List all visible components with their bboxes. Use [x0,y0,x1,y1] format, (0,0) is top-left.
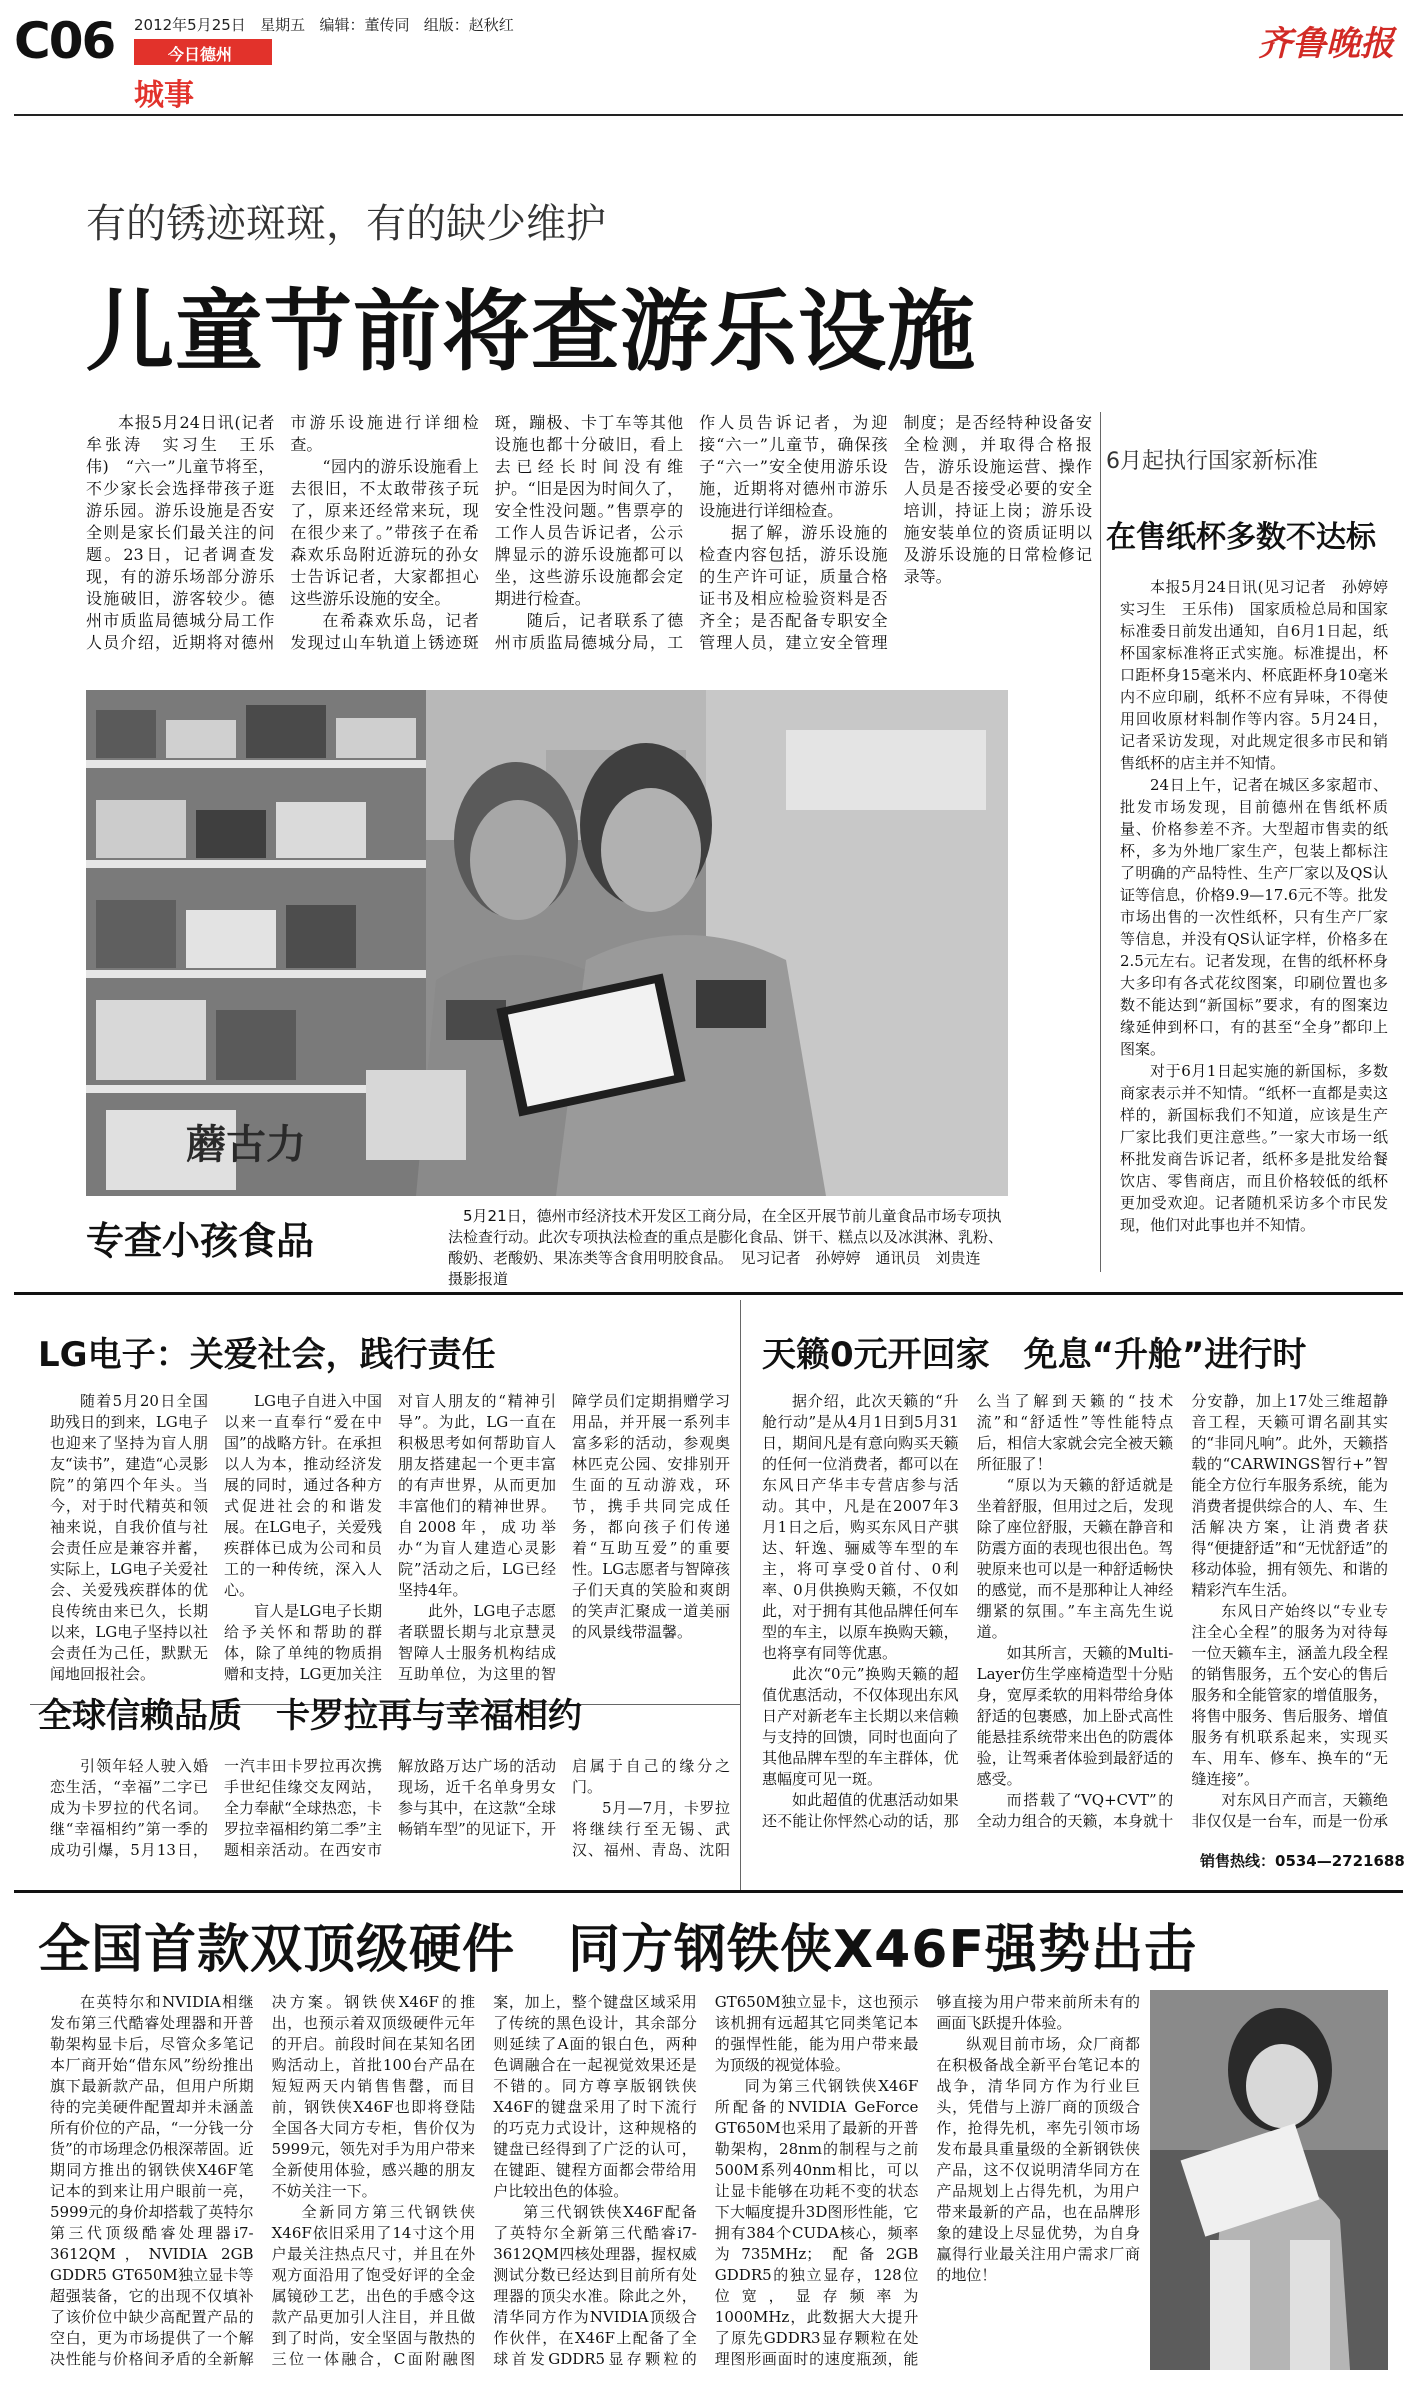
thtf-paragraph: 纵观目前市场，众厂商都在积极备战全新平台笔记本的战争，清华同方作为行业巨头，凭借与上游厂商的顶级合作，抢得先机，率先引领市场发布最具重量级的全新钢铁侠产品，这不仅说明清华同方在产品规划上占得先机，为用户带来最新的产品，也在品牌形象的建设上尽显优势，为自身赢得行业最关注用户需求厂商的地位！ [936,2035,1140,2284]
tianlai-article [762,1391,1388,1839]
tianlai-paragraph: 此次“0元”换购天籁的超值优惠活动，不仅体现出东风日产对新老车主长期以来信赖与支持的回馈，同时也面向了其他品牌车型的车主群体，优惠幅度可见一斑。 [762,1665,959,1788]
section-title: 城事 [134,78,194,113]
lead-article [86,412,1092,674]
tianlai-paragraph: “原以为天籁的舒适就是坐着舒服，但用过之后，发现除了座位舒服，天籁在静音和防震方面的表现也很出色。驾驶原来也可以是一种舒适畅快的感觉，而不是那种让人神经绷紧的氛围。”车主高先生说道。 [976,1476,1174,1641]
tianlai-paragraph: 东风日产始终以“专业专注全心全程”的服务为对待每一位天籁车主，涵盖九段全程的销售服务，五个安心的售后服务和全能管家的增值服务，将售中服务、售后服务、增值服务有机联系起来，实现买车、用车、修车、换车的“无缝连接”。 [1191,1602,1388,1788]
editor-credit: 编辑：董传同 [319,16,410,34]
layout-credit: 组版：赵秋红 [423,16,514,34]
tianlai-paragraph: 对东风日产而言，天籁绝非仅仅是一台车，而是一份承 [1191,1791,1388,1830]
side-paragraph: 对于6月1日起实施的新国标，多数商家表示并不知情。“纸杯一直都是卖这样的，新国标我们不知道，应该是生产厂家比我们更注意些。”一家大市场一纸杯批发商告诉记者，纸杯多是批发给餐饮店、零售商店，而且价格较低的纸杯更加受欢迎。记者随机采访多个市民发现，他们对此事也并不知情。 [1120,1062,1388,1234]
tianlai-hotline: 销售热线：0534—2721688 [1200,1852,1405,1870]
page-number: C06 [14,12,115,70]
lead-headline: 儿童节前将查游乐设施 [86,280,977,383]
lead-paragraph: 随后，记者联系了德州市质监局德城分局，工作人员告诉记者，为迎接“六一”儿童节，确保孩子“六一”安全使用游乐设施，近期将对德州市游乐设施进行详细检查。 [494,413,888,652]
corolla-paragraph: 5月—7月，卡罗拉将继续行至无锡、武汉、福州、青岛、沈阳 [572,1799,730,1859]
lg-paragraph: 盲人是LG电子长期给予关怀和帮助的群体，除了单纯的物质捐赠和支持，LG更加关注对盲人朋友的“精神引导”。为此，LG一直在积极思考如何帮助盲人朋友搭建起一个更丰富的有声世界，从而更加丰富他们的精神世界。自2008年，成功举办“为盲人建造心灵影院”活动之后，LG已经坚持4年。 [224,1392,556,1683]
newspaper-logo: 齐鲁晚报 [1258,24,1394,64]
corolla-headline: 全球信赖品质 卡罗拉再与幸福相约 [38,1696,582,1736]
masthead-rule [14,114,1403,116]
corolla-paragraph: 引领年轻人驶入婚恋生活，“幸福”二字已成为卡罗拉的代名词。继“幸福相约”第一季的成功引爆，5月13日，一汽丰田卡罗拉再次携手世纪佳缘交友网站，全力奉献“全球热恋，卡罗拉幸福相约第二季”主题相亲活动。在西安市解放路万达广场的活动现场，近千名单身男女参与其中，在这款“全球畅销车型”的见证下，开启属于自己的缘分之门。 [50,1757,730,1859]
tianlai-paragraph: 而搭载了“VQ+CVT”的全动力组合的天籁，本身就十分安静，加上17处三维超静音工程，天籁可谓名副其实的“非同凡响”。此外，天籁搭载的“CARWINGS智行+”智能全方位行车服务系统，能为消费者提供综合的人、车、生活解决方案，让消费者获得“便捷舒适”和“无忧舒适”的移动体验，拥有领先、和谐的精彩汽车生活。 [976,1392,1388,1830]
lg-article [50,1391,730,1699]
lead-kicker: 有的锈迹斑斑，有的缺少维护 [86,201,606,247]
tianlai-paragraph: 如其所言，天籁的Multi-Layer仿生学座椅造型十分贴身，宽厚柔软的用料带给身体舒适的包裹感，加上卧式高性能悬挂系统带来出色的防震体验，让驾乘者体验到最舒适的感受。 [976,1644,1174,1788]
lead-paragraph: 在希森欢乐岛，记者发现过山车轨道上锈迹斑斑，蹦极、卡丁车等其他设施也都十分破旧，看上去已经长时间没有维护。“旧是因为时间久了，安全性没问题。”售票亭的工作人员告诉记者，公示牌显示的游乐设施都可以坐，这些游乐设施都会定期进行检查。 [290,413,684,652]
issue-date: 2012年5月25日 [134,16,246,34]
issue-weekday: 星期五 [260,16,306,34]
corolla-article [50,1756,730,1880]
snack-package-label: 蘑古力 [186,1122,306,1168]
tianlai-headline: 天籁0元开回家 免息“升舱”进行时 [762,1335,1307,1375]
section-divider-top [14,1292,1403,1295]
tianlai-paragraph: 如此超值的优惠活动如果还不能让你怦然心动的话，那么当了解到天籁的“技术流”和“舒适性”等性能特点后，相信大家就会完全被天籁所征服了！ [762,1392,1174,1830]
lead-paragraph: 本报5月24日讯(记者 牟张涛 实习生 王乐伟) “六一”儿童节将至，不少家长会选择带孩子逛游乐园。游乐设施是否安全则是家长们最关注的问题。23日，记者调查发现，有的游乐场部分游乐设施破旧，游客较少。德州市质监局德城分局工作人员介绍，近期将对德州市游乐设施进行详细检查。 [86,413,479,652]
thtf-paragraph: 在英特尔和NVIDIA相继发布第三代酷睿处理器和开普勒架构显卡后，尽管众多笔记本厂商开始“借东风”纷纷推出旗下最新款产品，但用户所期待的完美硬件配置却并未涵盖所有价位的产品，“一分钱一分货”的市场理念仍根深蒂固。近期同方推出的钢铁侠X46F笔记本的到来让用户眼前一亮，5999元的身价却搭载了英特尔第三代顶级酷睿处理器i7-3612QM，NVIDIA 2GB GDDR5 GT650M独立显卡等超强装备，它的出现不仅填补了该价位中缺少高配置产品的空白，更为市场提供了一个解决性能与价格间矛盾的全新解决方案。钢铁侠X46F的推出，也预示着双顶级硬件元年的开启。前段时间在某知名团购活动上，首批100台产品在短短两天内销售售罄，而目前，钢铁侠X46F也即将登陆全国各大同方专柜，售价仅为5999元，领先对手为用户带来全新使用体验，感兴趣的朋友不妨关注一下。 [50,1993,476,2368]
lead-side-divider [1100,412,1101,1272]
side-paragraph: 24日上午，记者在城区多家超市、批发市场发现，目前德州在售纸杯质量、价格参差不齐。大型超市售卖的纸杯，多为外地厂家生产，包装上都标注了明确的产品特性、生产厂家以及QS认证等信息，价格9.9—17.6元不等。批发市场出售的一次性纸杯，只有生产厂家等信息，并没有QS认证字样，价格多在2.5元左右。记者发现，在售的纸杯杯身大多印有各式花纹图案，印刷位置也多数不能达到“新国标”要求，有的图案边缘延伸到杯口，有的甚至“全身”都印上图案。 [1120,776,1388,1058]
lg-headline: LG电子：关爱社会，践行责任 [38,1335,496,1375]
section-divider-bottom [14,1890,1403,1893]
lg-paragraph: 随着5月20日全国助残日的到来，LG电子也迎来了坚持为盲人朋友“读书”，建造“心灵影院”的第四个年头。当今，对于时代精英和领袖来说，自我价值与社会责任应是兼容并蓄，实际上，LG电子关爱社会、关爱残疾群体的优良传统由来已久，长期以来，LG电子坚持以社会责任为己任，默默无闻地回报社会。 [50,1392,209,1683]
photo-caption: 5月21日，德州市经济技术开发区工商分局，在全区开展节前儿童食品市场专项执法检查行动。此次专项执法检查的重点是膨化食品、饼干、糕点以及冰淇淋、乳粉、酸奶、老酸奶、果冻类等含食用明胶食品。 见习记者 孙婷婷 通讯员 刘贵连 摄影报道 [448,1207,1004,1288]
section-tag [134,39,272,65]
thtf-paragraph: 全新同方第三代钢铁侠X46F依旧采用了14寸这个用户最关注热点尺寸，并且在外观方面沿用了饱受好评的全金属镜砂工艺，出色的手感令这款产品更加引人注目，并且做到了时尚，安全坚固与散热的三位一体融合，C面附融图案，加上，整个键盘区域采用了传统的黑色设计，其余部分则延续了A面的银白色，两种色调融合在一起视觉效果还是不错的。同方尊享版钢铁侠X46F的键盘采用了时下流行的巧克力式设计，这种规格的键盘已经得到了广泛的认可，在键距、键程方面都会带给用户比较出色的体验。 [271,1993,697,2368]
inspection-photo [86,690,1008,1196]
side-kicker: 6月起执行国家新标准 [1106,449,1318,474]
photo-title: 专查小孩食品 [86,1219,315,1263]
side-article [1120,576,1388,1280]
lg-paragraph: LG电子自进入中国以来一直奉行“爱在中国”的战略方针。在承担以人为本，推动经济发展的同时，通过各种方式促进社会的和谐发展。在LG电子，关爱残疾群体已成为公司和员工的一种传统，深入人心。 [224,1392,382,1599]
thtf-headline: 全国首款双顶级硬件 同方钢铁侠X46F强势出击 [38,1920,1197,1980]
lead-paragraph: “园内的游乐设施看上去很旧，不太敢带孩子玩了，原来还经常来玩，现在很少来了。”带孩子在希森欢乐岛附近游玩的孙女士告诉记者，大家都担心这些游乐设施的安全。 [290,457,479,608]
tianlai-paragraph: 据介绍，此次天籁的“升舱行动”是从4月1日到5月31日，期间凡是有意向购买天籁的任何一位消费者，都可以在东风日产华丰专营店参与活动。其中，凡是在2007年3月1日之后，购买东风日产骐达、轩逸、骊威等车型的车主，将可享受0首付、0利率、0月供换购天籁，不仅如此，对于拥有其他品牌任何车型的车主，以原车换购天籁，也将享有同等优惠。 [762,1392,959,1662]
ad-vertical-divider [740,1300,741,1890]
side-headline: 在售纸杯多数不达标 [1106,520,1376,555]
lg-paragraph: 此外，LG电子志愿者联盟长期与北京慧灵智障人士服务机构结成互助单位，为这里的智障学员们定期捐赠学习用品，并开展一系列丰富多彩的活动，参观奥林匹克公园、安排别开生面的互动游戏，环节，携手共同完成任务，都向孩子们传递着“互助互爱”的重要性。LG志愿者与智障孩子们天真的笑脸和爽朗的笑声汇聚成一道美丽的风景线带温馨。 [398,1392,730,1683]
date-line [134,14,514,35]
thtf-photo [1150,1990,1388,2370]
side-paragraph: 本报5月24日讯(见习记者 孙婷婷 实习生 王乐伟) 国家质检总局和国家标准委日前发出通知，自6月1日起，纸杯国家标准将正式实施。标准提出，杯口距杯身15毫米内、杯底距杯身10毫米内不应印刷，纸杯不应有异味，不得使用回收原材料制作等内容。5月24日，记者采访发现，对此规定很多市民和销售纸杯的店主并不知情。 [1120,578,1388,772]
lead-photo [86,690,1008,1196]
laptop-model-photo [1150,1990,1388,2370]
thtf-article [50,1992,1140,2372]
lead-paragraph: 据了解，游乐设施的检查内容包括，游乐设施的生产许可证，质量合格证书及相应检验资料是否齐全；是否配备专职安全管理人员，建立安全管理制度；是否经特种设备安全检测，并取得合格报告，游乐设施运营、操作人员是否接受必要的安全培训，持证上岗；游乐设施安装单位的资质证明以及游乐设施的日常检修记录等。 [699,413,1092,652]
thtf-paragraph: 同为第三代钢铁侠X46F所配备的NVIDIA GeForce GT650M也采用了最新的开普勒架构，28nm的制程与之前500M系列40nm相比，可以让显卡能够在功耗不变的状态下大幅度提升3D图形性能，它拥有384个CUDA核心，频率为735MHz；配备2GB GDDR5的独立显存，128位位宽，显存频率为1000MHz，此数据大大提升了原先GDDR3显存颗粒在处理图形画面时的速度瓶颈，能够直接为用户带来前所未有的画面飞跃提升体验。 [714,1993,1140,2368]
thtf-paragraph: 第三代钢铁侠X46F配备了英特尔全新第三代酷睿i7-3612QM四核处理器，握权威测试分数已经达到目前所有处理器的顶尖水准。除此之外，清华同方作为NVIDIA顶级合作伙伴，在X46F上配备了全球首发GDDR5显存颗粒的GT650M独立显卡，这也预示该机拥有远超其它同类笔记本的强悍性能，能为用户带来最为顶级的视觉体验。 [493,1993,919,2368]
section-tag-label: 今日德州 [168,45,233,64]
